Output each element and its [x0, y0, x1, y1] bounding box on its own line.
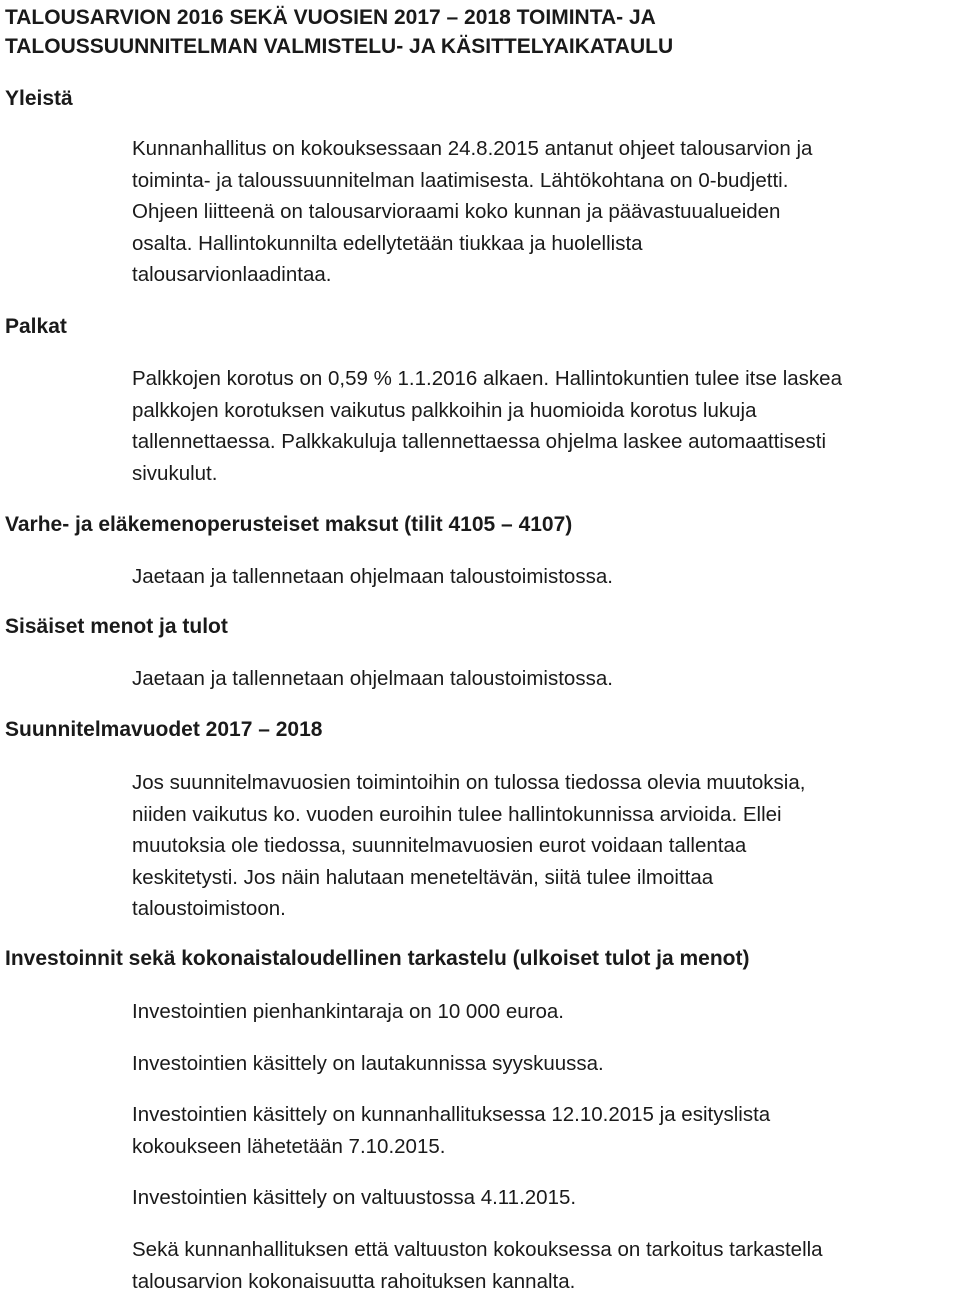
- investoinnit-paragraph-4: Investointien käsittely on valtuustossa 4.11.2015.: [132, 1182, 958, 1214]
- palkat-paragraph: [132, 363, 958, 489]
- heading-investoinnit: Investoinnit sekä kokonaistaloudellinen tarkastelu (ulkoiset tulot ja menot): [5, 945, 750, 973]
- document-title-line-2: TALOUSSUUNNITELMAN VALMISTELU- JA KÄSITTELYAIKATAULU: [5, 32, 955, 61]
- investoinnit-paragraph-3-line-2: kokoukseen lähetetään 7.10.2015.: [132, 1131, 958, 1163]
- suunnitelmavuodet-paragraph: [132, 767, 958, 925]
- yleista-line-3: Ohjeen liitteenä on talousarvioraami koko kunnan ja päävastuualueiden: [132, 196, 958, 228]
- investoinnit-paragraph-5-line-1: Sekä kunnanhallituksen että valtuuston kokouksessa on tarkoitus tarkastella: [132, 1234, 958, 1266]
- heading-sisaiset: Sisäiset menot ja tulot: [5, 613, 228, 641]
- yleista-line-2: toiminta- ja taloussuunnitelman laatimisesta. Lähtökohtana on 0-budjetti.: [132, 165, 958, 197]
- suunnitelmavuodet-line-5: taloustoimistoon.: [132, 893, 958, 925]
- heading-varhe: Varhe- ja eläkemenoperusteiset maksut (tilit 4105 – 4107): [5, 511, 572, 539]
- sisaiset-paragraph: Jaetaan ja tallennetaan ohjelmaan taloustoimistossa.: [132, 663, 958, 695]
- investoinnit-paragraph-2: Investointien käsittely on lautakunnissa syyskuussa.: [132, 1048, 958, 1080]
- varhe-paragraph: Jaetaan ja tallennetaan ohjelmaan taloustoimistossa.: [132, 561, 958, 593]
- yleista-line-5: talousarvionlaadintaa.: [132, 259, 958, 291]
- document-title-line-1: TALOUSARVION 2016 SEKÄ VUOSIEN 2017 – 2018 TOIMINTA- JA: [5, 3, 955, 32]
- yleista-line-4: osalta. Hallintokunnilta edellytetään tiukkaa ja huolellista: [132, 228, 958, 260]
- suunnitelmavuodet-line-4: keskitetysti. Jos näin halutaan meneteltävän, siitä tulee ilmoittaa: [132, 862, 958, 894]
- yleista-line-1: Kunnanhallitus on kokouksessaan 24.8.2015 antanut ohjeet talousarvion ja: [132, 133, 958, 165]
- heading-palkat: Palkat: [5, 313, 67, 341]
- palkat-line-3: tallennettaessa. Palkkakuluja tallennettaessa ohjelma laskee automaattisesti: [132, 426, 958, 458]
- investoinnit-paragraph-3-line-1: Investointien käsittely on kunnanhallituksessa 12.10.2015 ja esityslista: [132, 1099, 958, 1131]
- palkat-line-2: palkkojen korotuksen vaikutus palkkoihin ja huomioida korotus lukuja: [132, 395, 958, 427]
- investoinnit-paragraph-3: [132, 1099, 958, 1162]
- investoinnit-paragraph-5-line-2: talousarvion kokonaisuutta rahoituksen kannalta.: [132, 1266, 958, 1297]
- investoinnit-paragraph-1: Investointien pienhankintaraja on 10 000 euroa.: [132, 996, 958, 1028]
- heading-yleista: Yleistä: [5, 85, 73, 113]
- suunnitelmavuodet-line-1: Jos suunnitelmavuosien toimintoihin on tulossa tiedossa olevia muutoksia,: [132, 767, 958, 799]
- suunnitelmavuodet-line-3: muutoksia ole tiedossa, suunnitelmavuosien eurot voidaan tallentaa: [132, 830, 958, 862]
- yleista-paragraph: [132, 133, 958, 291]
- palkat-line-1: Palkkojen korotus on 0,59 % 1.1.2016 alkaen. Hallintokuntien tulee itse laskea: [132, 363, 958, 395]
- heading-suunnitelmavuodet: Suunnitelmavuodet 2017 – 2018: [5, 716, 322, 744]
- investoinnit-paragraph-5: [132, 1234, 958, 1297]
- document-title: [5, 3, 955, 61]
- palkat-line-4: sivukulut.: [132, 458, 958, 490]
- suunnitelmavuodet-line-2: niiden vaikutus ko. vuoden euroihin tulee hallintokunnissa arvioida. Ellei: [132, 799, 958, 831]
